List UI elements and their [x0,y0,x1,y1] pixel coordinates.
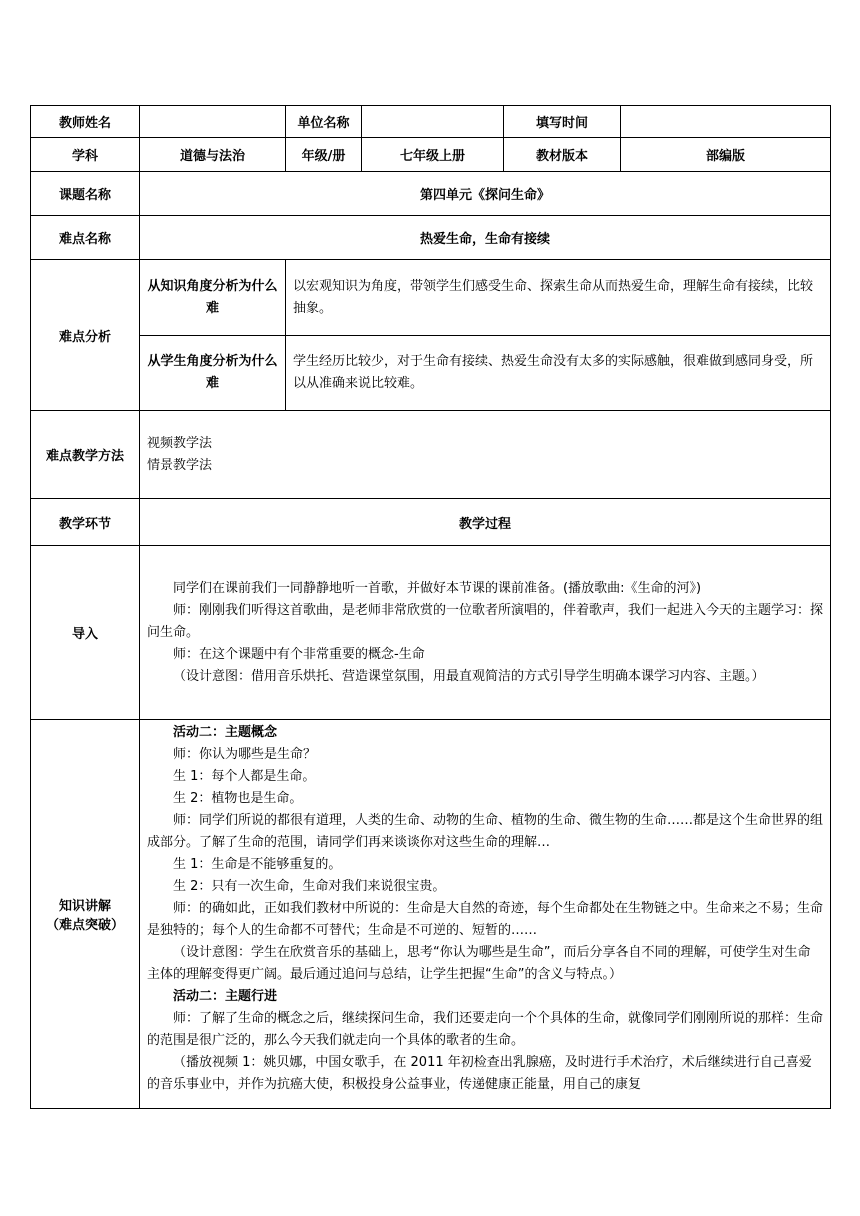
grade-label: 年级/册 [286,138,362,172]
intro-paragraph: （设计意图：借用音乐烘托、营造课堂氛围，用最直观简洁的方式引导学生明确本课学习内容、主题。） [173,668,765,684]
fill-date-value [621,106,831,138]
process-header: 教学过程 [140,499,831,546]
knowledge-angle-text: 以宏观知识为角度，带领学生们感受生命、探索生命从而热爱生命，理解生命有接续，比较抽象。 [286,260,831,336]
intro-paragraph: 同学们在课前我们一同静静地听一首歌，并做好本节课的课前准备。(播放歌曲:《生命的河》) [173,580,702,596]
dialogue-line: 师：你认为哪些是生命？ [173,747,317,762]
knowledge-label-line: （难点突破） [45,918,124,933]
intro-label: 导入 [31,546,140,720]
edition-value: 部编版 [621,138,831,172]
method-item: 情景教学法 [147,457,213,473]
knowledge-section-label [31,720,140,1109]
subject-value: 道德与法治 [140,138,286,172]
knowledge-content [140,720,831,1109]
grade-value: 七年级上册 [362,138,504,172]
dialogue-line: 生 2：植物也是生命。 [173,791,303,806]
method-list [140,411,831,499]
student-angle-label: 从学生角度分析为什么难 [140,336,286,411]
unit-name-value [362,106,504,138]
topic-label: 课题名称 [31,172,140,216]
student-angle-text: 学生经历比较少，对于生命有接续、热爱生命没有太多的实际感触，很难做到感同身受，所以从准确来说比较难。 [286,336,831,411]
activity-heading: 活动二：主题概念 [173,725,278,740]
subject-label: 学科 [31,138,140,172]
teacher-name-label: 教师姓名 [31,106,140,138]
design-intent: （设计意图：学生在欣赏音乐的基础上，思考“你认为哪些是生命”，而后分享各自不同的理解，可使学生对生命主体的理解变得更广阔。最后通过追问与总结，让学生把握“生命”的含义与特点。） [147,945,811,982]
dialogue-line: 生 1：生命是不能够重复的。 [173,857,342,872]
intro-paragraph: 师：在这个课题中有个非常重要的概念-生命 [173,646,425,662]
method-label: 难点教学方法 [31,411,140,499]
knowledge-label-line: 知识讲解 [58,899,111,914]
intro-content [140,546,831,720]
analysis-label: 难点分析 [31,260,140,411]
teacher-name-value [140,106,286,138]
knowledge-angle-label: 从知识角度分析为什么难 [140,260,286,336]
difficulty-value: 热爱生命，生命有接续 [140,216,831,260]
topic-value: 第四单元《探问生命》 [140,172,831,216]
video-note: （播放视频 1：姚贝娜，中国女歌手，在 2011 年初检查出乳腺癌，及时进行手术治疗，术后继续进行自己喜爱的音乐事业中，并作为抗癌大使，积极投身公益事业，传递健康正能量，用自己的康复 [147,1055,812,1092]
stage-header: 教学环节 [31,499,140,546]
fill-date-label: 填写时间 [504,106,621,138]
unit-name-label: 单位名称 [286,106,362,138]
dialogue-line: 生 1：每个人都是生命。 [173,769,316,784]
dialogue-line: 师：了解了生命的概念之后，继续探问生命，我们还要走向一个个具体的生命，就像同学们刚刚所说的那样：生命的范围是很广泛的，那么今天我们就走向一个具体的歌者的生命。 [147,1011,823,1048]
edition-label: 教材版本 [504,138,621,172]
activity-heading: 活动二：主题行进 [173,989,278,1004]
dialogue-line: 师：同学们所说的都很有道理，人类的生命、动物的生命、植物的生命、微生物的生命……都是这个生命世界的组成部分。了解了生命的范围，请同学们再来谈谈你对这些生命的理解… [147,813,823,850]
lesson-plan-table [30,105,831,1109]
method-item: 视频教学法 [147,435,213,451]
dialogue-line: 师：的确如此，正如我们教材中所说的：生命是大自然的奇迹，每个生命都处在生物链之中。生命来之不易；生命是独特的；每个人的生命都不可替代；生命是不可逆的、短暂的…… [147,901,823,938]
dialogue-line: 生 2：只有一次生命，生命对我们来说很宝贵。 [173,879,446,894]
difficulty-label: 难点名称 [31,216,140,260]
intro-paragraph: 师：刚刚我们听得这首歌曲，是老师非常欣赏的一位歌者所演唱的，伴着歌声，我们一起进入今天的主题学习：探问生命。 [147,602,824,640]
